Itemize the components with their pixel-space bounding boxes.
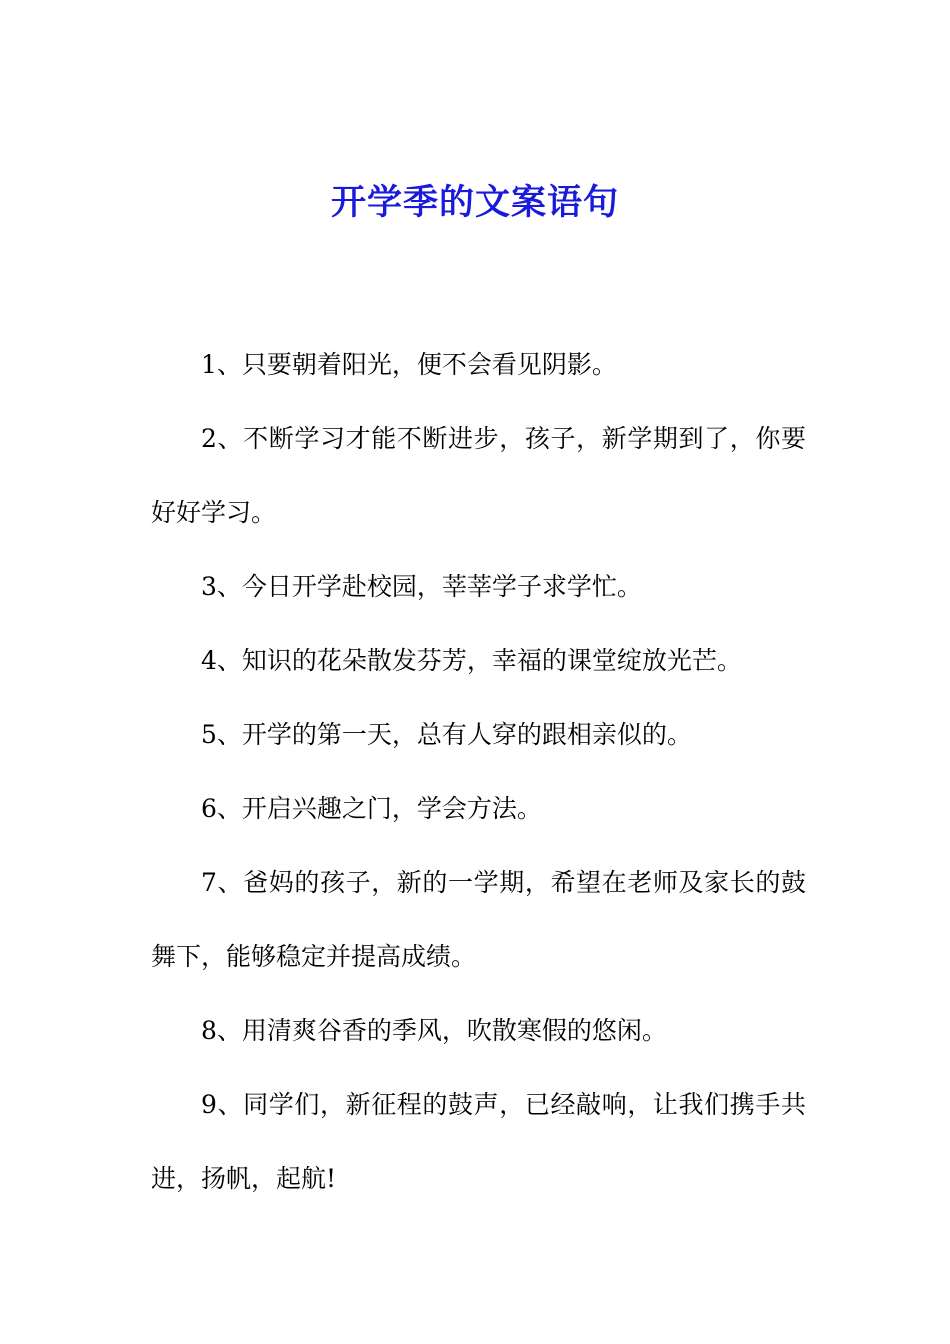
paragraph-4: 4、知识的花朵散发芬芳，幸福的课堂绽放光芒。	[201, 646, 742, 675]
paragraph-1: 1、只要朝着阳光，便不会看见阴影。	[201, 350, 617, 379]
document-body	[151, 328, 806, 1216]
paragraph-2: 2、不断学习才能不断进步，孩子，新学期到了，你要好好学习。	[151, 424, 806, 527]
paragraph-9: 9、同学们，新征程的鼓声，已经敲响，让我们携手共进，扬帆，起航!	[151, 1090, 806, 1193]
paragraph-7: 7、爸妈的孩子，新的一学期，希望在老师及家长的鼓舞下，能够稳定并提高成绩。	[151, 868, 806, 971]
paragraph-6: 6、开启兴趣之门，学会方法。	[201, 794, 542, 823]
document-title: 开学季的文案语句	[330, 182, 619, 223]
paragraph-5: 5、开学的第一天，总有人穿的跟相亲似的。	[201, 720, 692, 749]
paragraph-3: 3、今日开学赴校园，莘莘学子求学忙。	[201, 572, 642, 601]
paragraph-8: 8、用清爽谷香的季风，吹散寒假的悠闲。	[201, 1016, 667, 1045]
